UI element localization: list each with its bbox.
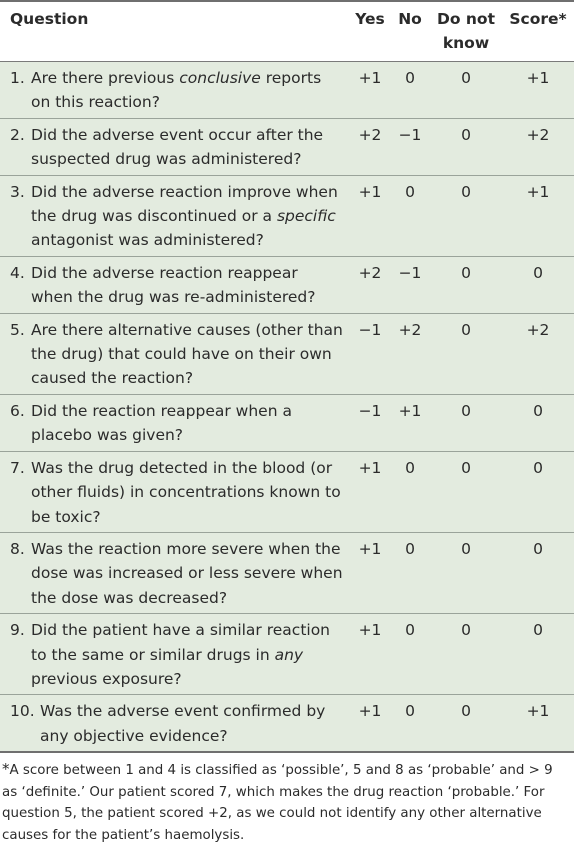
yes-cell: +1	[350, 532, 390, 613]
question-text-emphasis: specific	[276, 207, 336, 226]
question-number: 8.	[10, 539, 25, 558]
question-number: 7.	[10, 458, 25, 477]
question-number: 5.	[10, 320, 25, 339]
yes-cell: −1	[350, 394, 390, 451]
question-text	[31, 261, 350, 310]
do-not-know-cell: 0	[430, 313, 502, 394]
header-score: Score*	[502, 1, 574, 62]
footnote-asterisk: *	[2, 760, 10, 779]
question-text-part: Did the adverse event occur after the suspected drug was administered?	[31, 125, 324, 169]
question-cell	[0, 175, 350, 256]
question-number: 9.	[10, 621, 25, 640]
question-text-part: Was the drug detected in the blood (or other fluids) in concentrations known to be toxic?	[31, 458, 341, 526]
question-text	[31, 399, 350, 448]
question-cell	[0, 451, 350, 532]
footnote-text: A score between 1 and 4 is classified as ‘possible’, 5 and 8 as ‘probable’ and > 9 as ‘definite.’ Our patient scored 7, which makes the drug reaction ‘probable.’ For question 5, the patient scored +2, as we could not identify any other alternative causes for the patient’s haemolysis.	[2, 763, 553, 843]
question-text	[31, 123, 350, 172]
no-cell: 0	[390, 62, 430, 119]
do-not-know-cell: 0	[430, 394, 502, 451]
question-number: 1.	[10, 69, 25, 87]
yes-cell: −1	[350, 313, 390, 394]
question-text	[31, 456, 350, 529]
table-row	[0, 394, 574, 451]
yes-cell: +1	[350, 175, 390, 256]
no-cell: 0	[390, 614, 430, 695]
do-not-know-cell: 0	[430, 175, 502, 256]
score-cell: 0	[502, 451, 574, 532]
table-row	[0, 118, 574, 175]
table-row	[0, 313, 574, 394]
question-cell	[0, 62, 350, 119]
score-cell: +2	[502, 313, 574, 394]
question-text-part: Did the patient have a similar reaction to the same or similar drugs in	[31, 621, 331, 664]
score-cell: 0	[502, 614, 574, 695]
question-cell	[0, 614, 350, 695]
score-cell: +1	[502, 175, 574, 256]
question-number: 3.	[10, 182, 25, 201]
question-cell	[0, 394, 350, 451]
yes-cell: +2	[350, 256, 390, 313]
question-text-emphasis: conclusive	[179, 69, 261, 87]
no-cell: +1	[390, 394, 430, 451]
do-not-know-cell: 0	[430, 256, 502, 313]
header-yes: Yes	[350, 1, 390, 62]
do-not-know-cell: 0	[430, 451, 502, 532]
score-cell: +2	[502, 118, 574, 175]
question-cell	[0, 256, 350, 313]
question-cell	[0, 695, 350, 752]
question-text	[31, 66, 350, 115]
question-number: 4.	[10, 263, 25, 282]
score-cell: +1	[502, 695, 574, 752]
question-text-part: Are there previous	[31, 69, 180, 87]
question-text-part: Was the reaction more severe when the dose was increased or less severe when the dose was decreased?	[31, 539, 343, 607]
no-cell: −1	[390, 256, 430, 313]
table-header-row	[0, 1, 574, 62]
question-cell	[0, 532, 350, 613]
question-text	[31, 318, 350, 391]
score-cell: 0	[502, 256, 574, 313]
question-text-part: previous exposure?	[31, 669, 182, 688]
no-cell: +2	[390, 313, 430, 394]
question-text-part: Did the reaction reappear when a placebo was given?	[31, 401, 292, 445]
no-cell: 0	[390, 695, 430, 752]
header-do-not-know	[430, 1, 502, 62]
question-text-part: Are there alternative causes (other than the drug) that could have on their own caused the reaction?	[31, 320, 343, 388]
question-text-part: Did the adverse reaction reappear when the drug was re-administered?	[31, 263, 316, 307]
score-cell: +1	[502, 62, 574, 119]
score-cell: 0	[502, 532, 574, 613]
no-cell: −1	[390, 118, 430, 175]
do-not-know-cell: 0	[430, 614, 502, 695]
table-row	[0, 451, 574, 532]
question-text	[40, 699, 350, 748]
question-text-part: Was the adverse event confirmed by any objective evidence?	[40, 702, 326, 745]
no-cell: 0	[390, 532, 430, 613]
header-do-not-know-line2: know	[442, 34, 490, 52]
question-number: 6.	[10, 401, 25, 420]
score-cell: 0	[502, 394, 574, 451]
table-row	[0, 175, 574, 256]
question-number: 2.	[10, 125, 25, 144]
question-text	[31, 180, 350, 253]
question-text-emphasis: any	[274, 645, 304, 664]
question-text-part: antagonist was administered?	[31, 231, 264, 250]
yes-cell: +1	[350, 451, 390, 532]
do-not-know-cell: 0	[430, 695, 502, 752]
question-cell	[0, 313, 350, 394]
table-row	[0, 532, 574, 613]
table-row	[0, 62, 574, 119]
table-row	[0, 695, 574, 752]
header-do-not-know-line1: Do not	[436, 10, 495, 28]
yes-cell: +1	[350, 695, 390, 752]
table-row	[0, 614, 574, 695]
question-text-part: Did the adverse reaction improve when the drug was discontinued or a	[31, 182, 338, 226]
do-not-know-cell: 0	[430, 62, 502, 119]
question-number: 10.	[10, 702, 35, 721]
question-cell	[0, 118, 350, 175]
do-not-know-cell: 0	[430, 532, 502, 613]
yes-cell: +1	[350, 62, 390, 119]
question-text	[31, 618, 350, 691]
no-cell: 0	[390, 451, 430, 532]
do-not-know-cell: 0	[430, 118, 502, 175]
yes-cell: +2	[350, 118, 390, 175]
table-row	[0, 256, 574, 313]
yes-cell: +1	[350, 614, 390, 695]
table-footnote	[0, 753, 574, 846]
no-cell: 0	[390, 175, 430, 256]
question-text	[31, 537, 350, 610]
question-text-part: reports on this reaction?	[31, 69, 322, 112]
header-question: Question	[0, 1, 350, 62]
header-no: No	[390, 1, 430, 62]
